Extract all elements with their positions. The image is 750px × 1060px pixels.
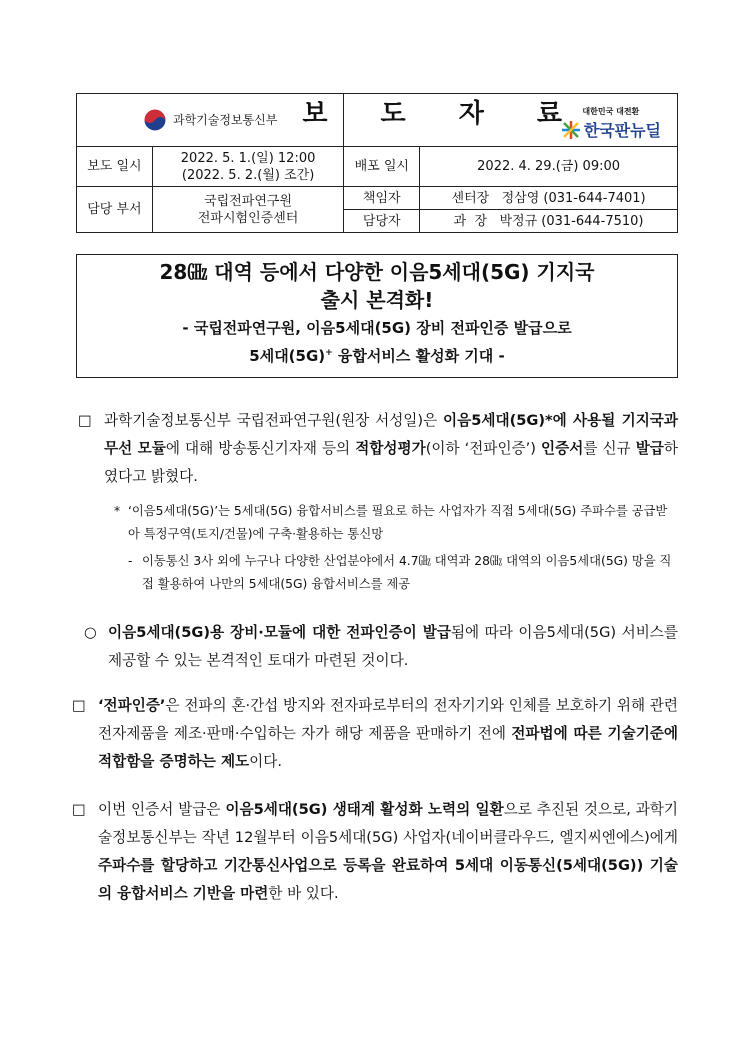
subheadline-pre: 5세대(5G) [249,347,326,365]
subheadline-post: 융합서비스 활성화 기대 - [332,347,505,365]
resp-label: 책임자 [344,187,420,210]
p3-text-a: 은 전파의 혼·간섭 방지와 전자파로부터의 전자기기와 인체를 보호하기 위해 관련 전자제품을 제조·판매·수입하는 자가 해당 제품을 판매하기 전에 [98,697,678,742]
footnote-1 [114,500,678,546]
p1-bold-d: 발급 [635,440,664,457]
headline-box [76,254,678,378]
p4-text-b: 으로 추진된 것으로, 과학기술정보통신부는 작년 12월부터 이음5세대(5G) 사업자(네이버클라우드, 엘지씨엔에스)에게 [98,801,678,846]
headline-line1: 28㎓ 대역 등에서 다양한 이음5세대(5G) 기지국 [159,260,595,284]
embargo-cell [152,147,344,187]
p1-bold-c: 인증서 [541,440,584,457]
p1-text-a: 과학기술정보통신부 국립전파연구원(원장 서성일)은 [104,412,444,429]
dept-cell [152,187,344,233]
p4-bold-a: 이음5세대(5G) 생태계 활성화 노력의 일환 [225,801,504,818]
p4-text-a: 이번 인증서 발급은 [98,801,226,818]
footnote-1-text: ‘이음5세대(5G)’는 5세대(5G) 융합서비스를 필요로 하는 사업자가 직접 5세대(5G) 주파수를 공급받아 특정구역(토지/건물)에 구축·활용하는 통신망 [128,504,668,541]
subheadline-line1: - 국립전파연구원, 이음5세대(5G) 장비 전파인증 발급으로 [182,319,572,337]
headline-line2: 출시 본격화! [320,288,434,312]
resp-value: 센터장 정삼영 (031-644-7401) [420,187,678,210]
release-value: 2022. 4. 29.(금) 09:00 [420,147,678,187]
square-bullet: □ [78,412,92,429]
square-bullet: □ [72,801,86,818]
embargo-line1: 2022. 5. 1.(일) 12:00 [180,150,316,166]
dash-marker: - [128,554,133,568]
dept-line1: 국립전파연구원 [204,193,293,209]
p3-bold-b: 전파법에 따른 기술기준에 적합함을 증명하는 제도 [98,725,678,770]
subheadline-sup: + [325,348,333,358]
dept-label: 담당 부서 [77,187,153,233]
new-deal-small: 대한민국 대전환 [582,107,640,116]
doc-title: 보 도 자 료 [302,99,584,129]
circle-bullet: ○ [84,624,97,641]
contact-label: 담당자 [344,210,420,233]
subheadline-line2 [77,341,677,369]
paragraph-1 [78,407,679,491]
p1-text-d: 를 신규 [583,440,636,457]
p1-text-b: 에 대해 방송통신기자재 등의 [165,440,356,457]
p1-bold-b: 적합성평가 [355,440,426,457]
title-cell [302,94,678,147]
p2-bold: 이음5세대(5G)용 장비·모듈에 대한 전파인증이 발급 [108,624,451,641]
new-deal-logo [561,103,661,140]
paragraph-4 [72,796,678,908]
embargo-line2: (2022. 5. 2.(월) 조간) [181,167,315,183]
p3-text-b: 이다. [249,753,282,770]
paragraph-3 [72,692,678,776]
embargo-label: 보도 일시 [77,147,153,187]
header-table [76,93,678,233]
p4-bold-b: 주파수를 할당하고 기간통신사업으로 등록을 완료하여 5세대 이동통신(5세대(5G)) 기술의 융합서비스 기반을 마련 [98,857,678,902]
p1-text-e: 하였다고 밝혔다. [104,440,678,485]
contact-value: 과 장 박정규 (031-644-7510) [420,210,678,233]
p1-bold-a: 이음5세대(5G)*에 사용될 기지국과 무선 모듈 [104,412,679,457]
release-label: 배포 일시 [344,147,420,187]
paragraph-2 [84,619,678,675]
asterisk-marker: * [114,504,121,518]
dept-line2: 전파시험인증센터 [197,210,299,226]
new-deal-big: 한국판뉴딜 [583,120,661,140]
footnote-2-text: 이동통신 3사 외에 누구나 다양한 산업분야에서 4.7㎓ 대역과 28㎓ 대역의 이음5세대(5G) 망을 직접 활용하여 나만의 5세대(5G) 융합서비스를 제공 [142,554,672,591]
footnote-2 [128,550,678,596]
new-deal-star-icon [561,120,581,140]
square-bullet: □ [72,697,86,714]
p2-text: 됨에 따라 이음5세대(5G) 서비스를 제공할 수 있는 본격적인 토대가 마련된 것이다. [108,624,678,669]
p1-text-c: (이하 ‘전파인증’) [425,440,542,457]
ministry-name: 과학기술정보통신부 [173,112,278,127]
p3-bold-a: ‘전파인증’ [98,697,166,714]
government-emblem-icon [143,108,167,132]
p4-text-c: 한 바 있다. [268,885,339,902]
